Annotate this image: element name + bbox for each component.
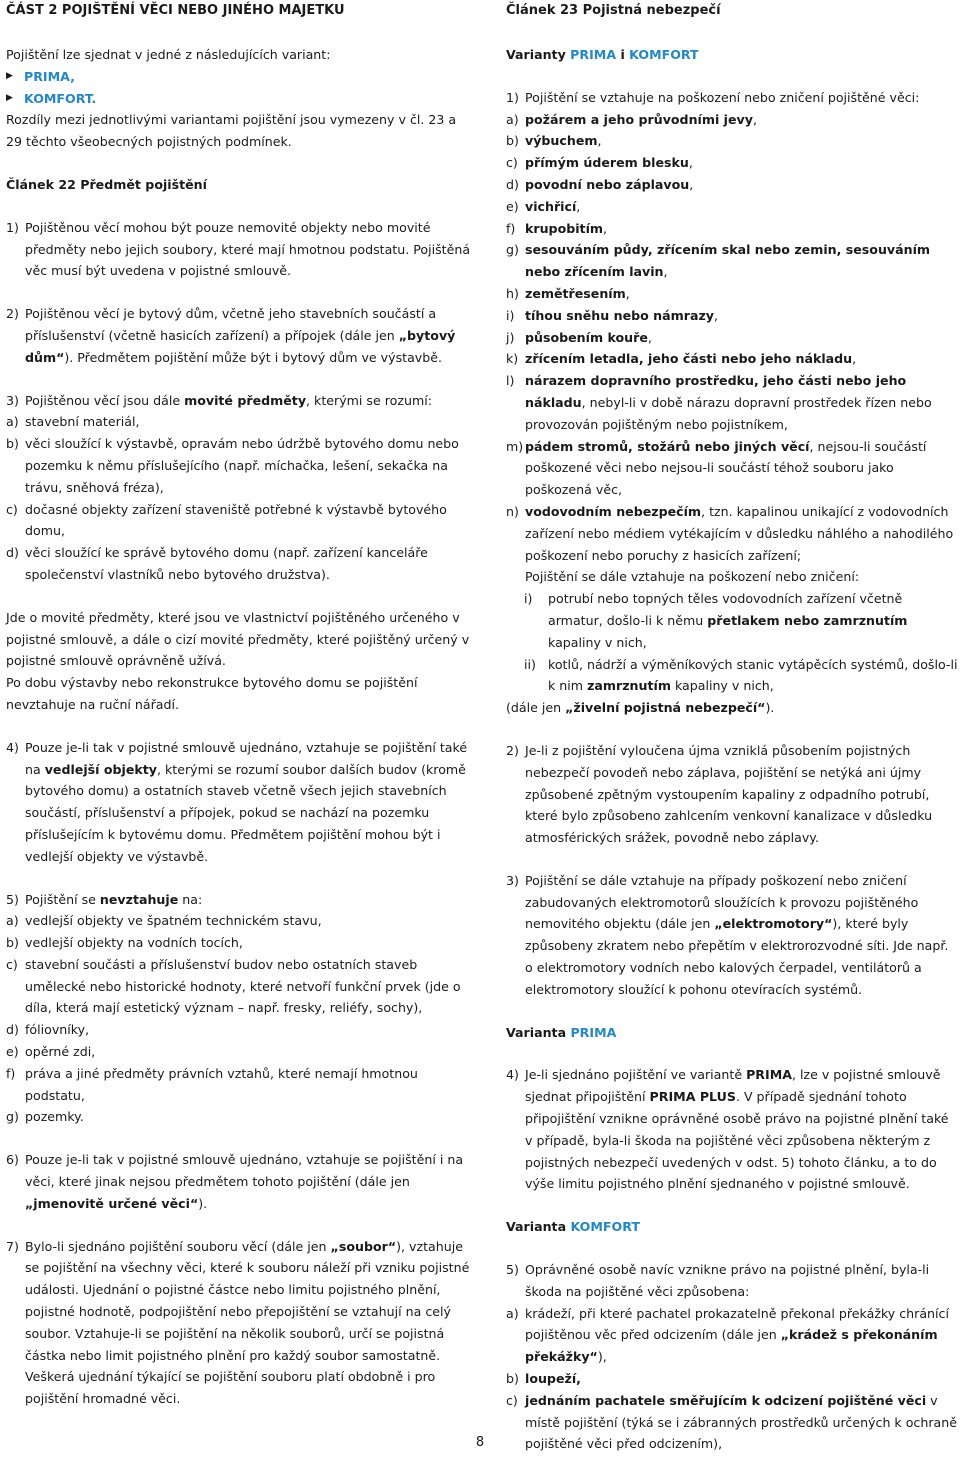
list-item: c) jednáním pachatele směřujícím k odcizení pojištěné věci v místě pojištění (týká se i zábranných prostředků určených k ochraně pojištěné věci před odcizením), xyxy=(506,1392,957,1452)
list-item: i) tíhou sněhu nebo námrazy, xyxy=(506,307,719,323)
a23-paragraph-2: 2) Je-li z pojištění vyloučena újma vzniklá působením pojistných nebezpečí povodeň nebo záplava, pojištění se netýká ani újmy způsobené zpětným vystoupením kapaliny z odpadního potrubí, které bylo způsobeno zahlcením venkovní kanalizace v důsledku atmosférických srážek, povodně nebo záplavy. xyxy=(506,742,933,846)
a22-paragraph-5: 5) Pojištění se nevztahuje na: xyxy=(6,891,203,907)
list-item: a) požárem a jeho průvodními jevy, xyxy=(506,111,757,127)
list-item: a) krádeží, při které pachatel prokazatelně překonal překážky chránící pojištěnou věc před odcizením (dále jen „krádež s překonáním překážky“), xyxy=(506,1305,949,1365)
list-item: b) výbuchem, xyxy=(506,133,602,149)
list-item: g) pozemky. xyxy=(6,1109,84,1125)
a23-paragraph-1: 1) Pojištění se vztahuje na poškození nebo zničení pojištěné věci: xyxy=(506,89,920,105)
part-title: ČÁST 2 POJIŠTĚNÍ VĚCI NEBO JINÉHO MAJETKU xyxy=(6,3,345,18)
list-item: b) věci sloužící k výstavbě, opravám nebo údržbě bytového domu nebo pozemku k němu příslušejícího (např. míchačka, lešení, sekačka na trávu, sněhová fréza), xyxy=(6,436,459,495)
page-number: 8 xyxy=(475,1435,485,1450)
list-item: l) nárazem dopravního prostředku, jeho části nebo jeho nákladu, nebyl-li v době nárazu dopravní prostředek řízen nebo provozován pojištěným nebo pojistníkem, xyxy=(506,373,932,432)
list-item: c) přímým úderem blesku, xyxy=(506,155,693,171)
list-item: e) opěrné zdi, xyxy=(6,1044,96,1060)
list-item: a) stavební materiál, xyxy=(6,414,140,430)
list-item: b) vedlejší objekty na vodních tocích, xyxy=(6,935,243,951)
list-item: h) zemětřesením, xyxy=(506,285,630,301)
list-item: m) pádem stromů, stožárů nebo jiných věcí, nejsou-li součástí poškozené věci nebo nejsou-li součástí téhož souboru jako poškozená věc, xyxy=(506,438,927,498)
intro-text-2: Rozdíly mezi jednotlivými variantami pojištění jsou vymezeny v čl. 23 a 29 těchto všeobecných pojistných podmínek. xyxy=(6,112,457,150)
list-item: c) stavební součásti a příslušenství budov nebo ostatních staveb umělecké nebo historické hodnoty, které netvoří funkční prvek (jde o díla, která mají estetický význam – např. fresky, reliéfy, sochy), xyxy=(6,956,461,1016)
a22-paragraph-1: 1) Pojištěnou věcí mohou být pouze nemovité objekty nebo movité předměty nebo jejich soubory, které mají hmotnou podstatu. Pojištěná věc musí být uvedena v pojistné smlouvě. xyxy=(6,219,471,279)
list-item: a) vedlejší objekty ve špatném technickém stavu, xyxy=(6,913,322,929)
triangle-bullet-icon: ▶ xyxy=(6,70,13,81)
variant-komfort-heading: Varianta KOMFORT xyxy=(506,1219,640,1235)
a22-p3-after-2: Po dobu výstavby nebo rekonstrukce bytového domu se pojištění nevztahuje na ruční nářadí. xyxy=(6,675,418,712)
a22-paragraph-4: 4) Pouze je-li tak v pojistné smlouvě ujednáno, vztahuje se pojištění také na vedlejší objekty, kterými se rozumí soubor dalších budov (kromě bytového domu) a ostatních staveb včetně všech jejich stavebních součástí, příslušenství a přípojek, pokud se nachází na pozemku příslušejícím k bytovému domu. Předmětem pojištění mohou být i vedlejší objekty ve výstavbě. xyxy=(6,739,468,864)
variants-heading: Varianty PRIMA i KOMFORT xyxy=(506,47,699,62)
list-item: d) povodní nebo záplavou, xyxy=(506,176,694,192)
a23-paragraph-4: 4) Je-li sjednáno pojištění ve variantě PRIMA, lze v pojistné smlouvě sjednat připojištění PRIMA PLUS. V případě sjednání tohoto připojištění vznikne oprávněné osobě právo na pojistné plnění také v případě, byla-li škoda na pojištěné věci způsobena některým z pojistných nebezpečí uvedených v odst. 5) tohoto článku, a to do výše limitu pojistného plnění sjednaného v pojistné smlouvě. xyxy=(506,1067,949,1192)
a23-paragraph-3: 3) Pojištění se dále vztahuje na případy poškození nebo zničení zabudovaných elektromotorů sloužících k provozu pojištěného nemovitého objektu (dále jen „elektromotory“), které byly způsobeny zkratem nebo přepětím v elektrorozvodné síti. Jde např. o elektromotory vodních nebo kalových čerpadel, ventilátorů a elektromotory sloužící k pohonu otevíracích systémů. xyxy=(506,872,949,997)
article-23-title: Článek 23 Pojistná nebezpečí xyxy=(506,3,721,18)
triangle-bullet-icon: ▶ xyxy=(6,92,13,103)
list-item: c) dočasné objekty zařízení staveniště potřebné k výstavbě bytového domu, xyxy=(6,501,447,539)
article-22-title: Článek 22 Předmět pojištění xyxy=(6,176,207,192)
sub-list-item: i) potrubí nebo topných těles vodovodních zařízení včetně armatur, došlo-li k němu přetlakem nebo zamrznutím kapaliny v nich, xyxy=(524,591,908,650)
a22-paragraph-6: 6) Pouze je-li tak v pojistné smlouvě ujednáno, vztahuje se pojištění i na věci, které jinak nejsou předmětem tohoto pojištění (dále jen „jmenovitě určené věci“). xyxy=(6,1152,464,1211)
a22-paragraph-2: 2) Pojištěnou věcí je bytový dům, včetně jeho stavebních součástí a příslušenství (včetně hasicích zařízení) a přípojek (dále jen „bytový dům“). Předmětem pojištění může být i bytový dům ve výstavbě. xyxy=(6,306,456,365)
variant-item-prima: ▶ PRIMA, xyxy=(6,66,472,88)
right-column xyxy=(506,0,958,1455)
left-column xyxy=(6,0,472,1410)
list-item: g) sesouváním půdy, zřícením skal nebo zemin, sesouváním nebo zřícením lavin, xyxy=(506,242,931,280)
list-item: d) fóliovníky, xyxy=(6,1022,90,1038)
a23-p1-extra: Pojištění se dále vztahuje na poškození nebo zničení: xyxy=(525,569,860,585)
list-item: f) práva a jiné předměty právních vztahů, které nemají hmotnou podstatu, xyxy=(6,1065,418,1103)
list-item: f) krupobitím, xyxy=(506,220,608,236)
variant-prima-heading: Varianta PRIMA xyxy=(506,1024,617,1040)
list-item: e) vichřicí, xyxy=(506,198,581,214)
a22-p3-after-1: Jde o movité předměty, které jsou ve vlastnictví pojištěného určeného v pojistné smlouvě, a dále o cizí movité předměty, které pojištěný určený v pojistné smlouvě oprávněně užívá. xyxy=(6,609,470,669)
a22-paragraph-3: 3) Pojištěnou věcí jsou dále movité předměty, kterými se rozumí: xyxy=(6,392,432,408)
a23-paragraph-5: 5) Oprávněné osobě navíc vznikne právo na pojistné plnění, byla-li škoda na pojištěné věci způsobena: xyxy=(506,1262,930,1299)
intro-text: Pojištění lze sjednat v jedné z následujících variant: xyxy=(6,47,331,62)
a23-p1-end: (dále jen „živelní pojistná nebezpečí“). xyxy=(506,700,775,716)
list-item: j) působením kouře, xyxy=(506,329,652,345)
list-item: d) věci sloužící ke správě bytového domu (např. zařízení kanceláře společenství vlastníků nebo bytového družstva). xyxy=(6,545,428,582)
list-item: n) vodovodním nebezpečím, tzn. kapalinou unikající z vodovodních zařízení nebo médiem vytékajícím v důsledku náhlého a nahodilého poškození nebo poruchy z hasicích zařízení; xyxy=(506,503,954,563)
list-item: b) loupeží, xyxy=(506,1371,581,1387)
variant-item-komfort: ▶ KOMFORT. xyxy=(6,88,472,110)
a22-paragraph-7: 7) Bylo-li sjednáno pojištění souboru věcí (dále jen „soubor“), vztahuje se pojištění na všechny věci, které k souboru náleží při vzniku pojistné události. Ujednání o pojistné částce nebo limitu pojistného plnění, pojistné hodnotě, podpojištění nebo přepojištění se vztahují na celý soubor. Vztahuje-li se pojištění na několik souborů, určí se pojistná částka nebo limit pojistného plnění pro každý soubor samostatně. Veškerá ujednání týkající se pojištění souboru platí obdobně i pro pojištění hromadné věci. xyxy=(6,1238,470,1407)
list-item: k) zřícením letadla, jeho části nebo jeho nákladu, xyxy=(506,351,857,367)
sub-list-item: ii) kotlů, nádrží a výměníkových stanic vytápěcích systémů, došlo-li k nim zamrznutím kapaliny v nich, xyxy=(524,656,958,694)
